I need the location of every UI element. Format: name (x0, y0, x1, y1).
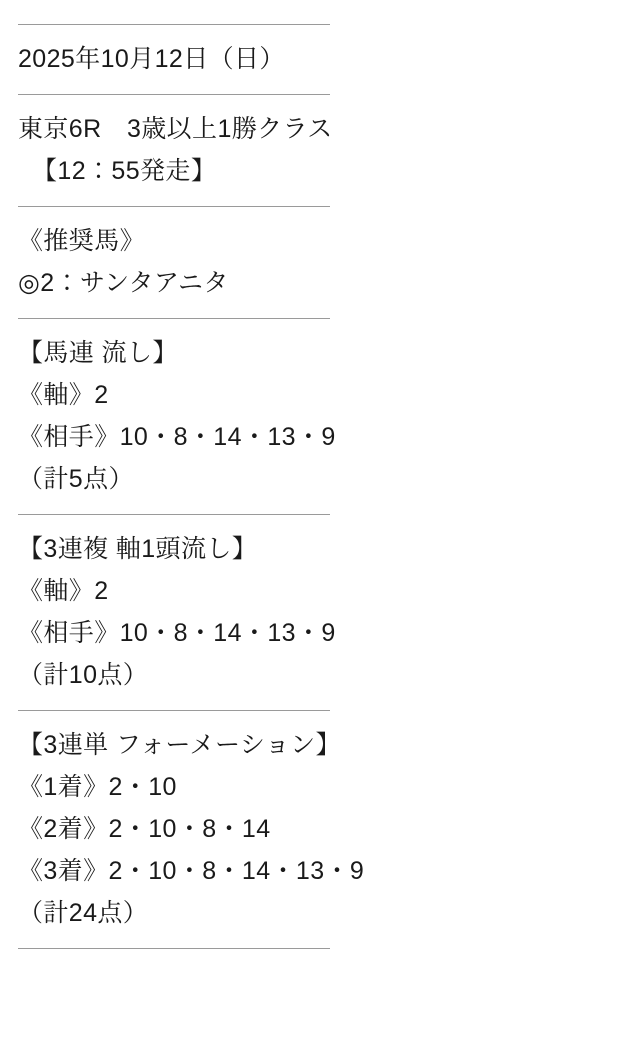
race-post-time: 【12：55発走】 (32, 157, 217, 185)
formation-heading: 【3連単 フォーメーション】 (18, 731, 341, 759)
bet-partners: 《相手》10・8・14・13・9 (18, 423, 336, 451)
bet-total: （計5点） (18, 465, 134, 493)
recommend-horse: ◎2：サンタアニタ (18, 269, 229, 297)
bet-block-sanrenpuku (18, 528, 622, 696)
bet-total: （計10点） (18, 661, 149, 689)
spacer (18, 95, 622, 108)
spacer (18, 934, 622, 948)
bet-heading: 【3連複 軸1頭流し】 (18, 535, 258, 563)
bet-heading: 【馬連 流し】 (18, 339, 178, 367)
spacer (18, 711, 622, 724)
formation-first: 《1着》2・10 (18, 773, 177, 801)
race-block (18, 108, 622, 192)
spacer (18, 25, 622, 38)
spacer (18, 500, 622, 514)
race-date: 2025年10月12日（日） (18, 45, 285, 73)
bet-block-umaren (18, 332, 622, 500)
spacer (18, 80, 622, 94)
spacer (18, 515, 622, 528)
race-title: 東京6R 3歳以上1勝クラス (18, 115, 333, 143)
recommend-heading: 《推奨馬》 (18, 227, 146, 255)
bet-axis: 《軸》2 (18, 577, 109, 605)
spacer (18, 304, 622, 318)
date-block (18, 38, 622, 80)
formation-second: 《2着》2・10・8・14 (18, 815, 271, 843)
spacer (18, 319, 622, 332)
spacer (18, 696, 622, 710)
spacer (18, 207, 622, 220)
formation-block (18, 724, 622, 934)
spacer (18, 192, 622, 206)
formation-total: （計24点） (18, 899, 149, 927)
bet-partners: 《相手》10・8・14・13・9 (18, 619, 336, 647)
divider-bottom (18, 948, 330, 949)
formation-third: 《3着》2・10・8・14・13・9 (18, 857, 365, 885)
bet-axis: 《軸》2 (18, 381, 109, 409)
recommend-block (18, 220, 622, 304)
top-spacer (18, 0, 622, 24)
